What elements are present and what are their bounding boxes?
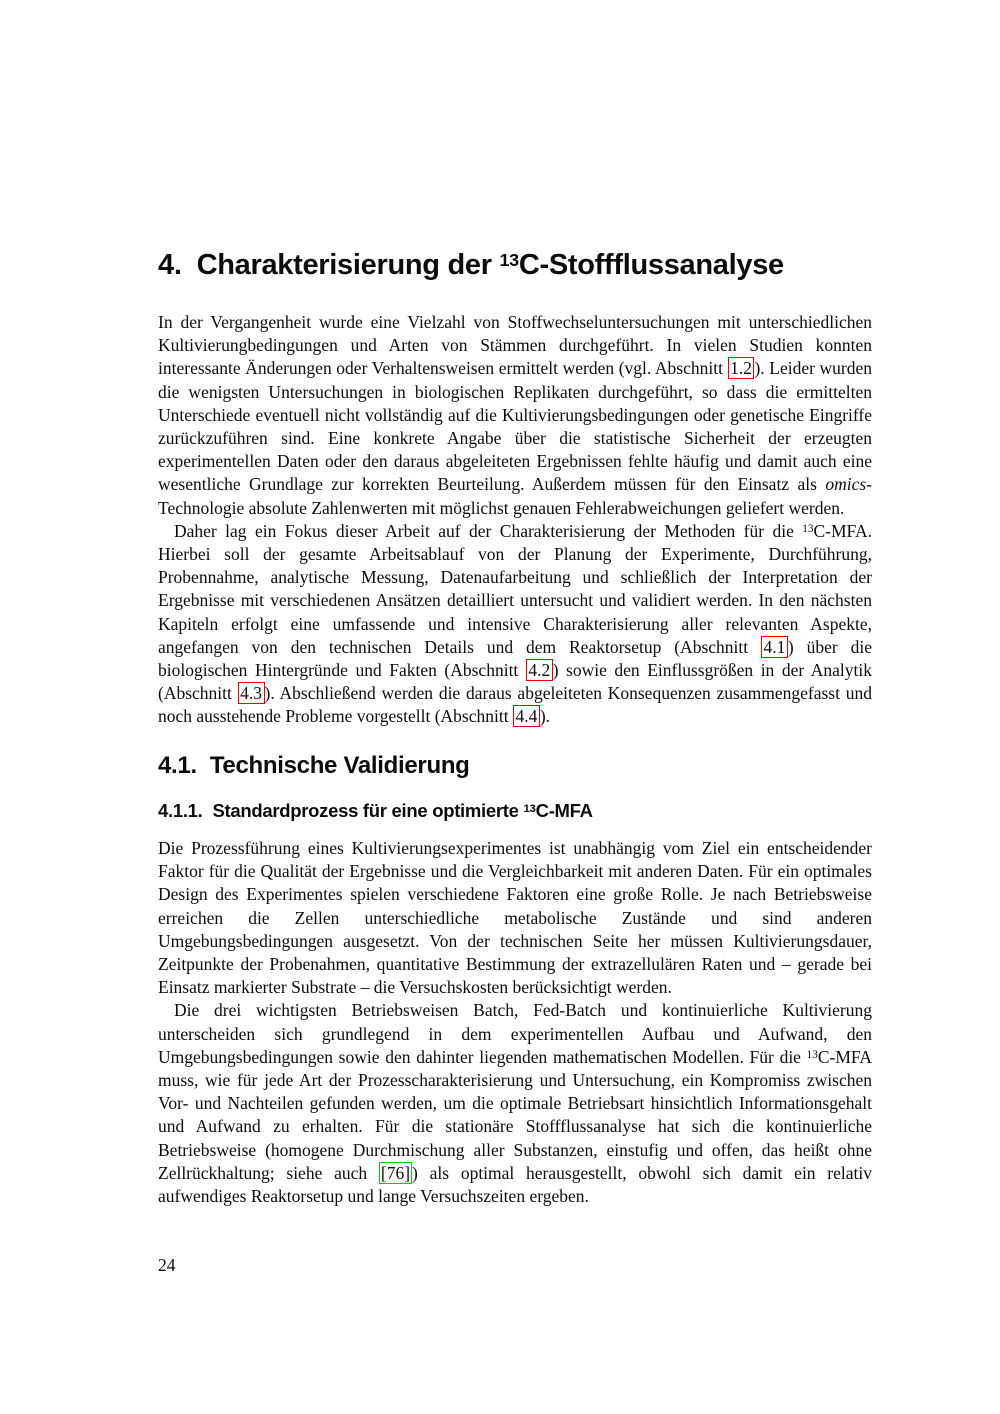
citation-link[interactable]: [76] [380, 1162, 411, 1183]
subsection-heading [158, 799, 593, 826]
chapter-heading [158, 246, 784, 287]
superscript-13: 13 [802, 523, 814, 536]
section-ref-link[interactable]: 4.4 [513, 705, 540, 727]
text-run: C-MFA muss, wie für jede Art der Prozesscharakterisierung und Untersuchung, ein Kompromiss zwischen Vor- und Nachteilen gefunden werden, um die optimale Betriebsart hinsichtlich Informationsgehalt und Aufwand zu erhalten. Für die stationäre Stoffflussanalyse hat sich die kontinuierliche Betriebsweise (homogene Durchmischung aller Substanzen, einstufig und offen, das heißt ohne Zellrückhaltung; siehe auch [158, 1046, 872, 1183]
superscript-13: 13 [523, 802, 536, 815]
body-text-block-1 [158, 311, 872, 729]
italic-text: omics [825, 474, 867, 495]
text-run: ) über die biologischen Hintergründe und Fakten (Abschnitt [158, 636, 872, 681]
text-run: ). [539, 706, 551, 727]
text-run: ). Leider wurden die wenigsten Untersuchungen in biologischen Replikaten durchgeführt, so dass die ermittelten Unterschiede eventuell nicht vollständig auf die Kultivierungsbedingungen oder genetische Eingriffe zurückzuführen sind. Eine konkrete Angabe über die statistische Sicherheit der erzeugten experimentellen Daten oder den daraus abgeleiteten Ergebnissen fehlte häufig und damit auch eine wesentliche Grundlage zur korrekten Beurteilung. Außerdem müssen für den Einsatz als [158, 358, 872, 495]
text-run: -Technologie absolute Zahlenwerten mit möglichst genauen Fehlerabweichungen geliefert werden. [158, 474, 872, 518]
section-ref-link[interactable]: 4.3 [238, 682, 265, 704]
text-run: In der Vergangenheit wurde eine Vielzahl von Stoffwechseluntersuchungen mit unterschiedlichen Kultivierungbedingungen und Arten von Stämmen durchgeführt. In vielen Studien konnten interessante Änderungen oder Verhaltensweisen ermittelt werden (vgl. Abschnitt [158, 312, 872, 379]
subsection-title-text [213, 799, 593, 826]
text-run: C-MFA [535, 800, 593, 821]
text-run: C-Stoffflussanalyse [518, 249, 784, 281]
text-run: Standardprozess für eine optimierte [212, 800, 524, 821]
section-ref-link[interactable]: 4.2 [526, 659, 553, 681]
chapter-number: 4. [158, 249, 182, 281]
body-text-block-2 [158, 837, 872, 1208]
text-run: C-MFA. Hierbei soll der gesamte Arbeitsablauf von der Planung der Experimente, Durchführung, Probennahme, analytische Messung, Datenaufarbeitung und schließlich der Interpretation der Ergebnisse mit verschiedenen Ansätzen detailliert untersucht und validiert werden. In den nächsten Kapiteln erfolgt eine umfassende und intensive Charakterisierung aller relevanten Aspekte, angefangen von den technischen Details und dem Reaktorsetup (Abschnitt [158, 520, 872, 657]
text-run: Daher lag ein Fokus dieser Arbeit auf der Charakterisierung der Methoden für die [174, 520, 803, 541]
text-run: ) als optimal herausgestellt, obwohl sich damit ein relativ aufwendiges Reaktorsetup und lange Versuchszeiten ergeben. [158, 1162, 873, 1207]
section-ref-link[interactable]: 4.1 [761, 636, 788, 658]
chapter-title-text [197, 246, 784, 287]
paragraph [158, 999, 872, 1208]
paragraph [158, 837, 872, 999]
section-title-text [210, 750, 470, 781]
paragraph [158, 520, 872, 729]
text-run: Technische Validierung [209, 752, 470, 779]
section-heading [158, 750, 470, 781]
text-run: Die Prozessführung eines Kultivierungsexperimentes ist unabhängig vom Ziel ein entscheidender Faktor für die Qualität der Ergebnisse und die Vergleichbarkeit mit anderen Daten. Für ein optimales Design des Experimentes spielen verschiedene Faktoren eine große Rolle. Je nach Betriebsweise erreichen die Zellen unterschiedliche metabolische Zustände und sind anderen Umgebungsbedingungen ausgesetzt. Von der technischen Seite her müssen Kultivierungsdauer, Zeitpunkte der Probenahmen, quantitative Bestimmung der extrazellulären Raten und – gerade bei Einsatz markierter Substrate – die Versuchskosten berücksichtigt werden. [158, 838, 872, 998]
section-ref-link[interactable]: 1.2 [728, 357, 755, 379]
text-run: Charakterisierung der [196, 249, 500, 281]
superscript-13: 13 [499, 249, 519, 270]
subsection-number: 4.1.1. [158, 800, 203, 821]
page-number: 24 [158, 1255, 176, 1275]
paragraph [158, 311, 872, 520]
section-number: 4.1. [158, 752, 197, 779]
superscript-13: 13 [806, 1049, 818, 1062]
text-run: ) sowie den Einflussgrößen in der Analytik (Abschnitt [158, 660, 872, 704]
text-run: ). Abschließend werden die daraus abgeleiteten Konsequenzen zusammengefasst und noch ausstehende Probleme vorgestellt (Abschnitt [158, 683, 872, 727]
text-run: Die drei wichtigsten Betriebsweisen Batch, Fed-Batch und kontinuierliche Kultivierung unterscheiden sich grundlegend in dem experimentellen Aufbau und Aufwand, den Umgebungsbedingungen sowie den dahinter liegenden mathematischen Modellen. Für die [158, 1000, 872, 1067]
